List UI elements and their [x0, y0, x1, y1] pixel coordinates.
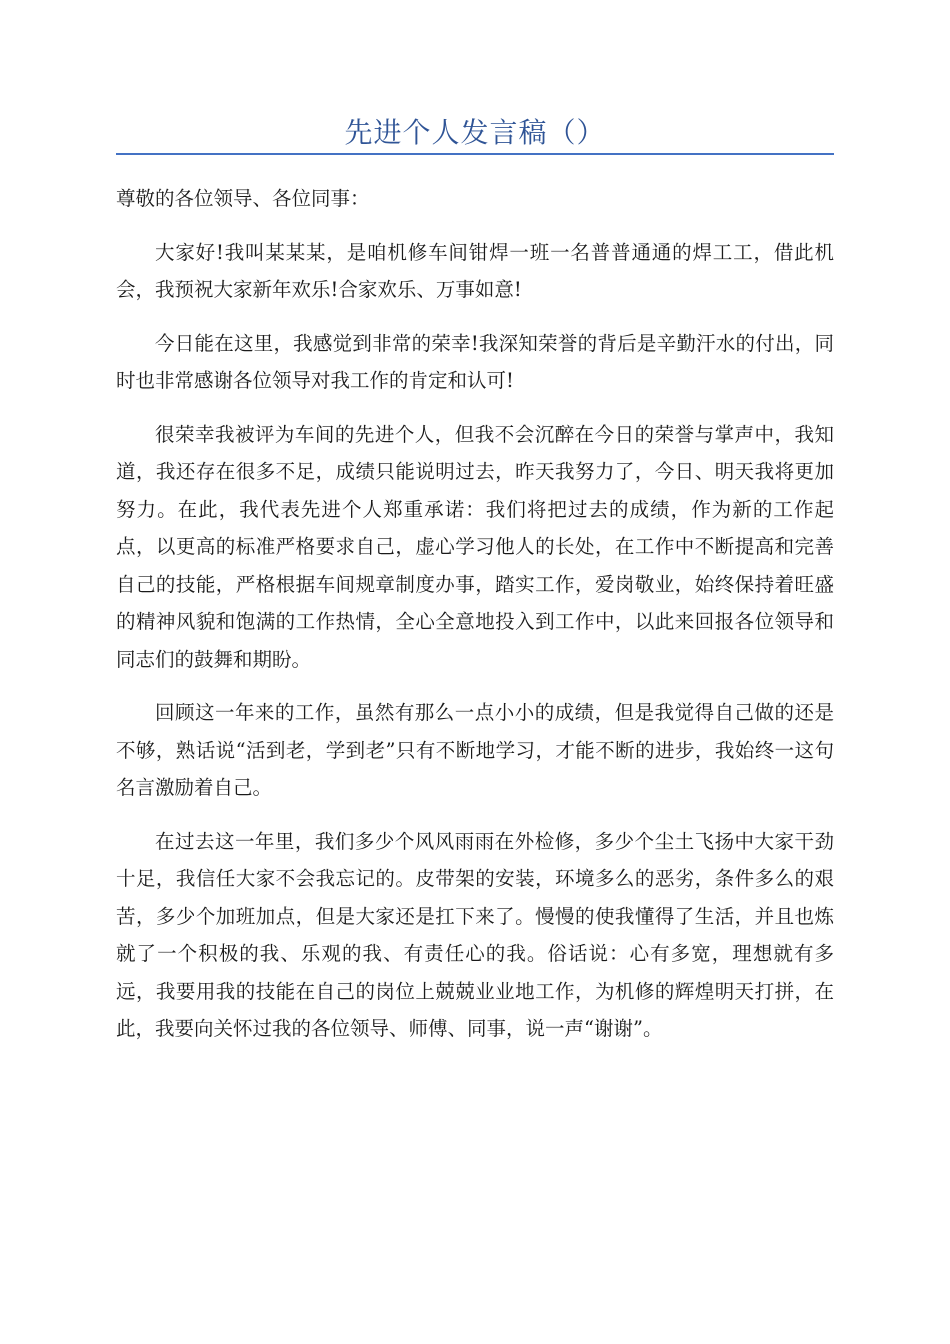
title-underline [116, 153, 834, 155]
paragraph-greeting: 大家好!我叫某某某，是咱机修车间钳焊一班一名普普通通的焊工工，借此机会，我预祝大家新年欢乐!合家欢乐、万事如意! [116, 240, 834, 301]
paragraph-past-year: 在过去这一年里，我们多少个风风雨雨在外检修，多少个尘土飞扬中大家干劲十足，我信任大家不会我忘记的。皮带架的安装，环境多么的恶劣，条件多么的艰苦，多少个加班加点，但是大家还是扛下来了。慢慢的使我懂得了生活，并且也炼就了一个积极的我、乐观的我、有责任心的我。俗话说：心有多宽，理想就有多远，我要用我的技能在自己的岗位上兢兢业业地工作，为机修的辉煌明天打拼，在此，我要向关怀过我的各位领导、师傅、同事，说一声“谢谢”。 [116, 829, 834, 1040]
document-body [116, 180, 834, 1064]
salutation: 尊敬的各位领导、各位同事： [116, 187, 370, 210]
document-title: 先进个人发言稿（） [344, 116, 606, 149]
paragraph-commitment: 很荣幸我被评为车间的先进个人，但我不会沉醉在今日的荣誉与掌声中，我知道，我还存在很多不足，成绩只能说明过去，昨天我努力了，今日、明天我将更加努力。在此，我代表先进个人郑重承诺：我们将把过去的成绩，作为新的工作起点，以更高的标准严格要求自己，虚心学习他人的长处，在工作中不断提高和完善自己的技能，严格根据车间规章制度办事，踏实工作，爱岗敬业，始终保持着旺盛的精神风貌和饱满的工作热情，全心全意地投入到工作中，以此来回报各位领导和同志们的鼓舞和期盼。 [116, 422, 834, 671]
paragraph-review: 回顾这一年来的工作，虽然有那么一点小小的成绩，但是我觉得自己做的还是不够，熟话说“活到老，学到老”只有不断地学习，才能不断的进步，我始终一这句名言激励着自己。 [116, 701, 834, 799]
paragraph-honor: 今日能在这里，我感觉到非常的荣幸!我深知荣誉的背后是辛勤汗水的付出，同时也非常感谢各位领导对我工作的肯定和认可! [116, 331, 834, 392]
